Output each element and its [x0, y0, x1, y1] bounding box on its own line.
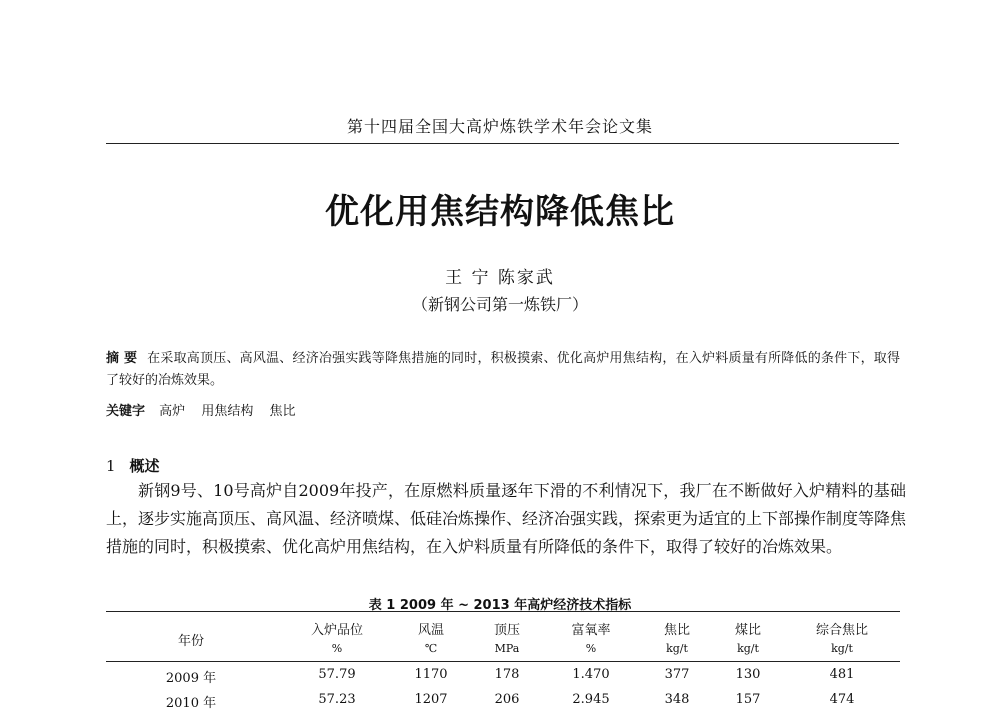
table-cell: 481: [829, 667, 855, 682]
keywords-label: 关键字: [106, 404, 146, 419]
affiliation: （新钢公司第一炼铁厂）: [411, 295, 588, 314]
keyword: 高炉: [159, 404, 186, 419]
table-unit: kg/t: [666, 642, 688, 655]
table-header: 煤比: [734, 623, 762, 638]
body-paragraph: 新钢9号、10号高炉自2009年投产，在原燃料质量逐年下滑的不利情况下，我厂在不断做好入炉精料的基础上，逐步实施高顶压、高风温、经济喷煤、低硅冶炼操作、经济冶强实践，探索更为适宜的上下部操作制度等降焦措施的同时，积极摸索、优化高炉用焦结构，在入炉料质量有所降低的条件下，取得了较好的冶炼效果。: [106, 481, 907, 556]
header-rule: [106, 143, 899, 144]
table-header: 风温: [417, 623, 445, 638]
table-cell: 1170: [414, 667, 448, 682]
abstract-text: 在采取高顶压、高风温、经济冶强实践等降焦措施的同时，积极摸索、优化高炉用焦结构，在入炉料质量有所降低的条件下，取得了较好的冶炼效果。: [106, 351, 900, 388]
table-cell: 1207: [414, 692, 448, 707]
table-unit: kg/t: [831, 642, 853, 655]
table-caption: 表 1 2009 年 ~ 2013 年高炉经济技术指标: [368, 598, 632, 613]
table-header: 顶压: [493, 623, 521, 638]
section-number: 1: [106, 457, 116, 475]
table-cell: 57.23: [318, 692, 356, 707]
table-header-rule: [106, 661, 900, 662]
table-top-rule: [106, 611, 900, 612]
keywords: [106, 400, 900, 419]
table-unit: kg/t: [737, 642, 759, 655]
running-header: 第十四届全国大高炉炼铁学术年会论文集: [346, 117, 653, 136]
abstract: [106, 348, 900, 392]
authors: 王 宁 陈家武: [445, 268, 555, 288]
table-cell: 1.470: [572, 667, 610, 682]
table-header: 焦比: [663, 623, 691, 638]
keyword: 用焦结构: [201, 404, 254, 419]
table-cell: 348: [664, 692, 690, 707]
table-header: 富氧率: [571, 623, 611, 638]
table-cell: 178: [494, 667, 520, 682]
abstract-label: 摘 要: [106, 351, 138, 366]
table-unit: %: [331, 642, 343, 655]
keyword: 焦比: [269, 404, 296, 419]
table-cell: 474: [829, 692, 855, 707]
table-header: 入炉品位: [310, 623, 364, 638]
table-unit: MPa: [494, 642, 520, 655]
paper-title: 优化用焦结构降低焦比: [325, 192, 675, 232]
table-cell: 206: [494, 692, 520, 707]
table-header: 年份: [177, 634, 205, 649]
table-cell: 157: [735, 692, 761, 707]
table-cell: 377: [664, 667, 690, 682]
table-unit: ℃: [424, 642, 438, 655]
section-title: 概述: [129, 457, 160, 475]
section-heading: [106, 455, 160, 476]
table-cell: 2.945: [572, 692, 610, 707]
table-cell: 2009 年: [165, 671, 217, 686]
table-unit: %: [585, 642, 597, 655]
table-cell: 130: [735, 667, 761, 682]
table-cell: 57.79: [318, 667, 356, 682]
table-cell: 2010 年: [165, 696, 217, 711]
table-header: 综合焦比: [815, 623, 869, 638]
